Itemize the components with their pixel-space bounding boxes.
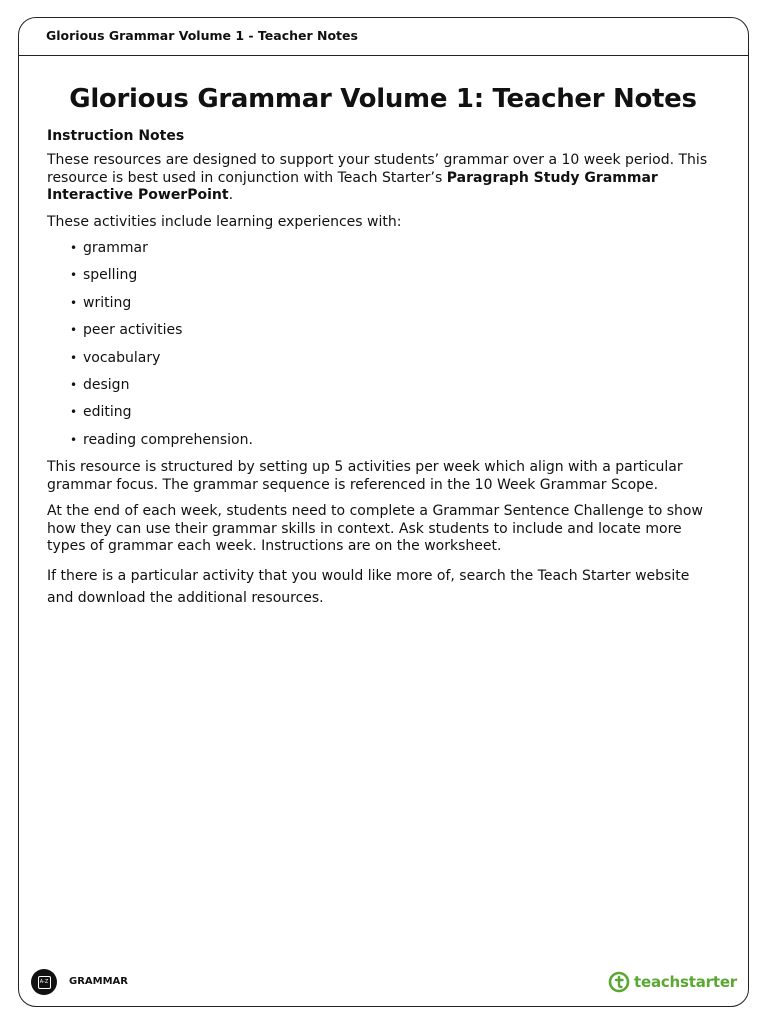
activities-list bbox=[47, 240, 719, 449]
challenge-paragraph: At the end of each week, students need to complete a Grammar Sentence Challenge to show how they can use their grammar skills in context. Ask students to include and locate more types of grammar each week. Instructions are on the worksheet. bbox=[47, 503, 703, 555]
intro-text: These resources are designed to support your students’ grammar over a 10 week period. This resource is best used in conjunction with Teach Starter’s bbox=[47, 152, 708, 186]
teachstarter-logo bbox=[608, 971, 737, 993]
list-item: • design bbox=[83, 377, 719, 395]
intro-text-end: . bbox=[228, 187, 234, 203]
list-intro: These activities include learning experiences with: bbox=[47, 213, 402, 230]
list-item: • peer activities bbox=[83, 322, 719, 340]
intro-paragraph bbox=[47, 152, 719, 205]
list-item: • writing bbox=[83, 295, 719, 313]
section-heading: Instruction Notes bbox=[47, 128, 185, 144]
list-item: • spelling bbox=[83, 267, 719, 285]
grammar-icon-text: A-Z bbox=[38, 976, 51, 989]
teachstarter-logo-icon bbox=[608, 971, 630, 993]
list-item: • editing bbox=[83, 404, 719, 422]
website-paragraph: If there is a particular activity that you would like more of, search the Teach Starter website and download the additional resources. bbox=[47, 567, 690, 606]
main-content bbox=[47, 84, 719, 618]
grammar-icon bbox=[31, 969, 57, 995]
brand-name: teachstarter bbox=[634, 973, 737, 991]
header-bar bbox=[18, 17, 749, 56]
list-item: • reading comprehension. bbox=[83, 432, 719, 450]
structure-paragraph: This resource is structured by setting up 5 activities per week which align with a particular grammar focus. The grammar sequence is referenced in the 10 Week Grammar Scope. bbox=[47, 459, 683, 493]
footer-label: GRAMMAR bbox=[69, 976, 128, 987]
intro-bold-resource: Paragraph Study Grammar Interactive PowerPoint bbox=[47, 169, 658, 203]
page-title: Glorious Grammar Volume 1: Teacher Notes bbox=[69, 84, 697, 114]
header-title: Glorious Grammar Volume 1 - Teacher Notes bbox=[46, 28, 358, 43]
list-item: • grammar bbox=[83, 240, 719, 258]
list-item: • vocabulary bbox=[83, 350, 719, 368]
